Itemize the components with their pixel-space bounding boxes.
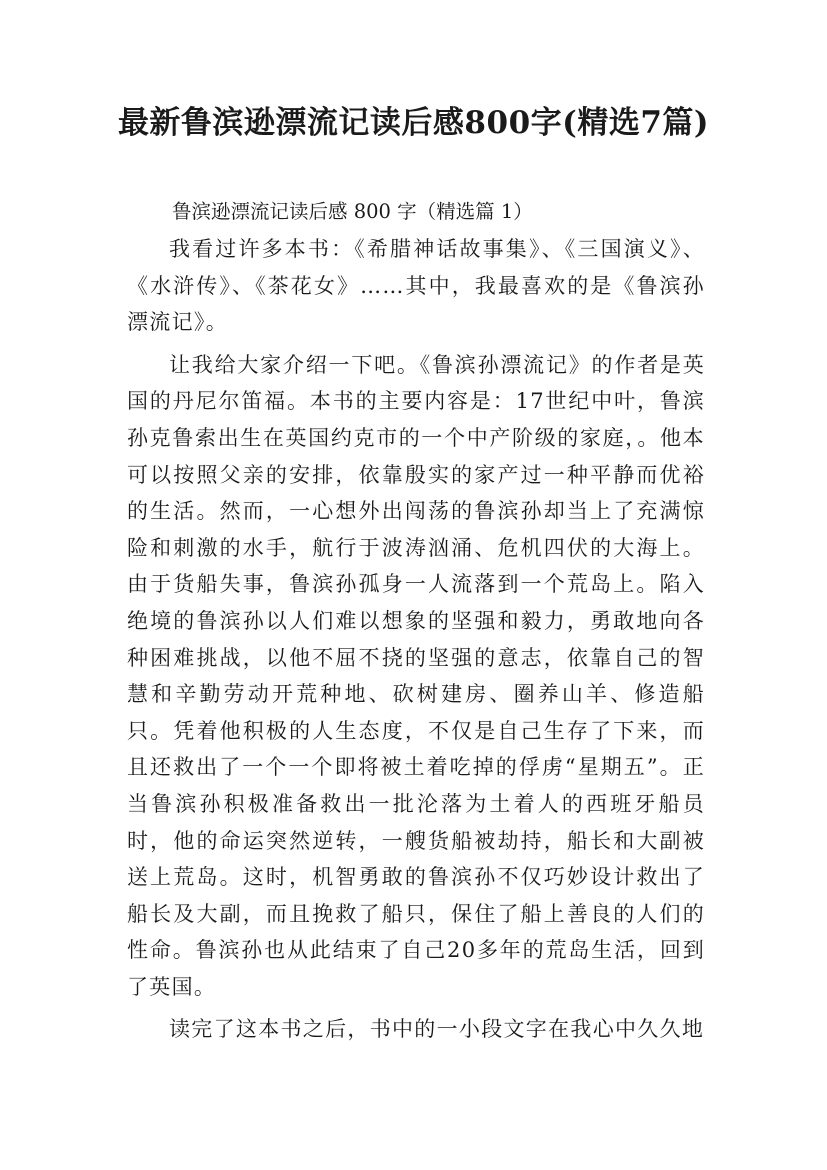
paragraph-3: 读完了这本书之后，书中的一小段文字在我心中久久地 [169,1017,705,1042]
paragraph-1: 我看过许多本书：《希腊神话故事集》、《三国演义》、《水浒传》、《茶花女》……其中，我最喜欢的是《鲁滨孙漂流记》。 [127,237,705,335]
paragraph-2: 让我给大家介绍一下吧。《鲁滨孙漂流记》的作者是英国的丹尼尔笛福。本书的主要内容是：17世纪中叶，鲁滨孙克鲁索出生在英国约克市的一个中产阶级的家庭，。他本可以按照父亲的安排，依靠殷实的家产过一种平静而优裕的生活。然而，一心想外出闯荡的鲁滨孙却当上了充满惊险和刺激的水手，航行于波涛汹涌、危机四伏的大海上。由于货船失事，鲁滨孙孤身一人流落到一个荒岛上。陷入绝境的鲁滨孙以人们难以想象的坚强和毅力，勇敢地向各种困难挑战，以他不屈不挠的坚强的意志，依靠自己的智慧和辛勤劳动开荒种地、砍树建房、圈养山羊、修造船只。凭着他积极的人生态度，不仅是自己生存了下来，而且还救出了一个一个即将被土着吃掉的俘虏“星期五”。正当鲁滨孙积极准备救出一批沦落为土着人的西班牙船员时，他的命运突然逆转，一艘货船被劫持，船长和大副被送上荒岛。这时，机智勇敢的鲁滨孙不仅巧妙设计救出了船长及大副，而且挽救了船只，保住了船上善良的人们的性命。鲁滨孙也从此结束了自己20多年的荒岛生活，回到了英国。 [127,352,705,999]
section-subtitle: 鲁滨逊漂流记读后感 800 字（精选篇 1） [172,200,533,223]
document-title: 最新鲁滨逊漂流记读后感800字(精选7篇) [117,105,710,141]
body-text [127,231,705,1054]
